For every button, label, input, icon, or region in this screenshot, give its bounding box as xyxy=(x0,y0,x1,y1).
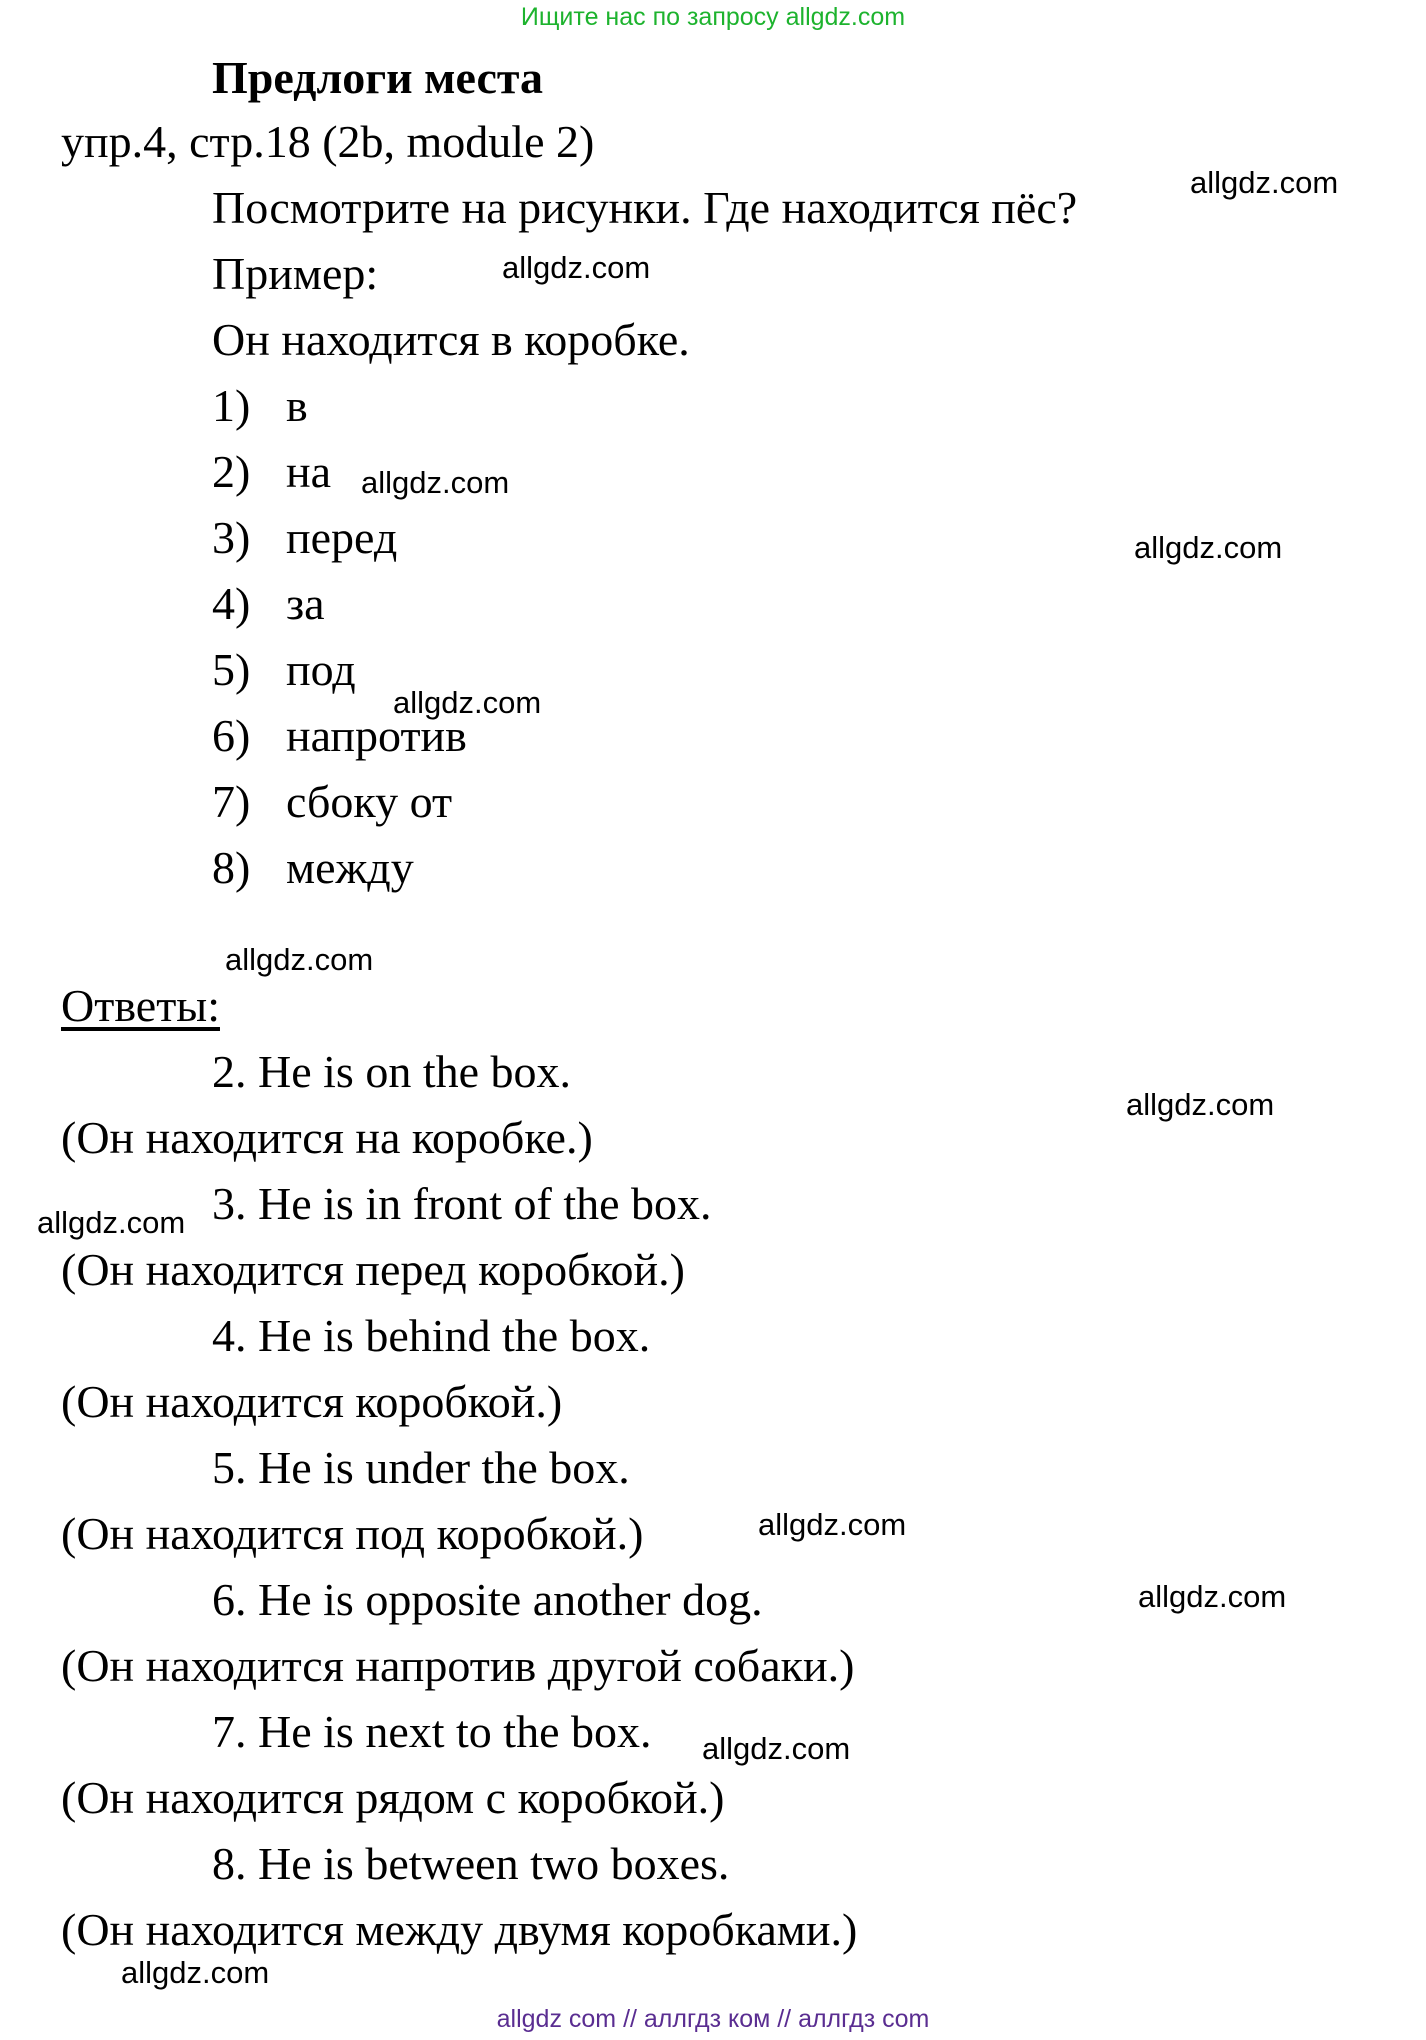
list-item-word: на xyxy=(286,446,332,497)
list-item-number: 5) xyxy=(212,644,251,695)
answer-english: 3. He is in front of the box. xyxy=(212,1178,712,1229)
answer-russian: (Он находится перед коробкой.) xyxy=(61,1244,685,1295)
watermark: allgdz.com xyxy=(37,1205,186,1240)
exercise-reference: упр.4, стр.18 (2b, module 2) xyxy=(61,116,595,167)
list-item-number: 8) xyxy=(212,842,251,893)
watermark: allgdz.com xyxy=(758,1507,907,1542)
answer-russian: (Он находится рядом с коробкой.) xyxy=(61,1772,725,1823)
footer: allgdz com // аллгдз ком // аллгдз com xyxy=(496,2005,930,2033)
list-item xyxy=(212,840,414,896)
watermark: allgdz.com xyxy=(1190,165,1339,200)
answer-english: 5. He is under the box. xyxy=(212,1442,630,1493)
answer-russian: (Он находится между двумя коробками.) xyxy=(61,1904,858,1955)
answer-english: 8. He is between two boxes. xyxy=(212,1838,730,1889)
watermark: allgdz.com xyxy=(361,465,510,500)
top-banner: Ищите нас по запросу allgdz.com xyxy=(520,3,906,31)
answers-heading: Ответы: xyxy=(61,980,220,1031)
list-item-number: 4) xyxy=(212,578,251,629)
watermark: allgdz.com xyxy=(702,1731,851,1766)
list-item-number: 7) xyxy=(212,776,251,827)
page-title: Предлоги места xyxy=(212,52,544,103)
example-label: Пример: xyxy=(212,248,379,299)
list-item-word: между xyxy=(286,842,414,893)
answer-russian: (Он находится коробкой.) xyxy=(61,1376,563,1427)
list-item-number: 6) xyxy=(212,710,251,761)
list-item-number: 2) xyxy=(212,446,251,497)
watermark: allgdz.com xyxy=(502,250,651,285)
list-item xyxy=(212,378,308,434)
watermark: allgdz.com xyxy=(393,685,542,720)
answer-english: 2. He is on the box. xyxy=(212,1046,572,1097)
watermark: allgdz.com xyxy=(225,942,374,977)
list-item-number: 1) xyxy=(212,380,251,431)
list-item-word: напротив xyxy=(286,710,467,761)
list-item xyxy=(212,444,331,500)
watermark: allgdz.com xyxy=(1134,530,1283,565)
list-item xyxy=(212,774,452,830)
answer-english: 7. He is next to the box. xyxy=(212,1706,652,1757)
list-item xyxy=(212,576,325,632)
list-item-word: в xyxy=(286,380,308,431)
answer-russian: (Он находится напротив другой собаки.) xyxy=(61,1640,855,1691)
example-text: Он находится в коробке. xyxy=(212,314,690,365)
answer-russian: (Он находится под коробкой.) xyxy=(61,1508,644,1559)
list-item xyxy=(212,510,397,566)
watermark: allgdz.com xyxy=(1138,1579,1287,1614)
answer-english: 6. He is opposite another dog. xyxy=(212,1574,763,1625)
list-item xyxy=(212,642,356,698)
list-item-word: сбоку от xyxy=(286,776,453,827)
watermark: allgdz.com xyxy=(121,1955,270,1990)
list-item-number: 3) xyxy=(212,512,251,563)
watermark: allgdz.com xyxy=(1126,1087,1275,1122)
list-item-word: под xyxy=(286,644,356,695)
list-item-word: за xyxy=(286,578,325,629)
instruction: Посмотрите на рисунки. Где находится пёс? xyxy=(212,182,1078,233)
list-item-word: перед xyxy=(286,512,398,563)
answer-english: 4. He is behind the box. xyxy=(212,1310,651,1361)
answer-russian: (Он находится на коробке.) xyxy=(61,1112,593,1163)
